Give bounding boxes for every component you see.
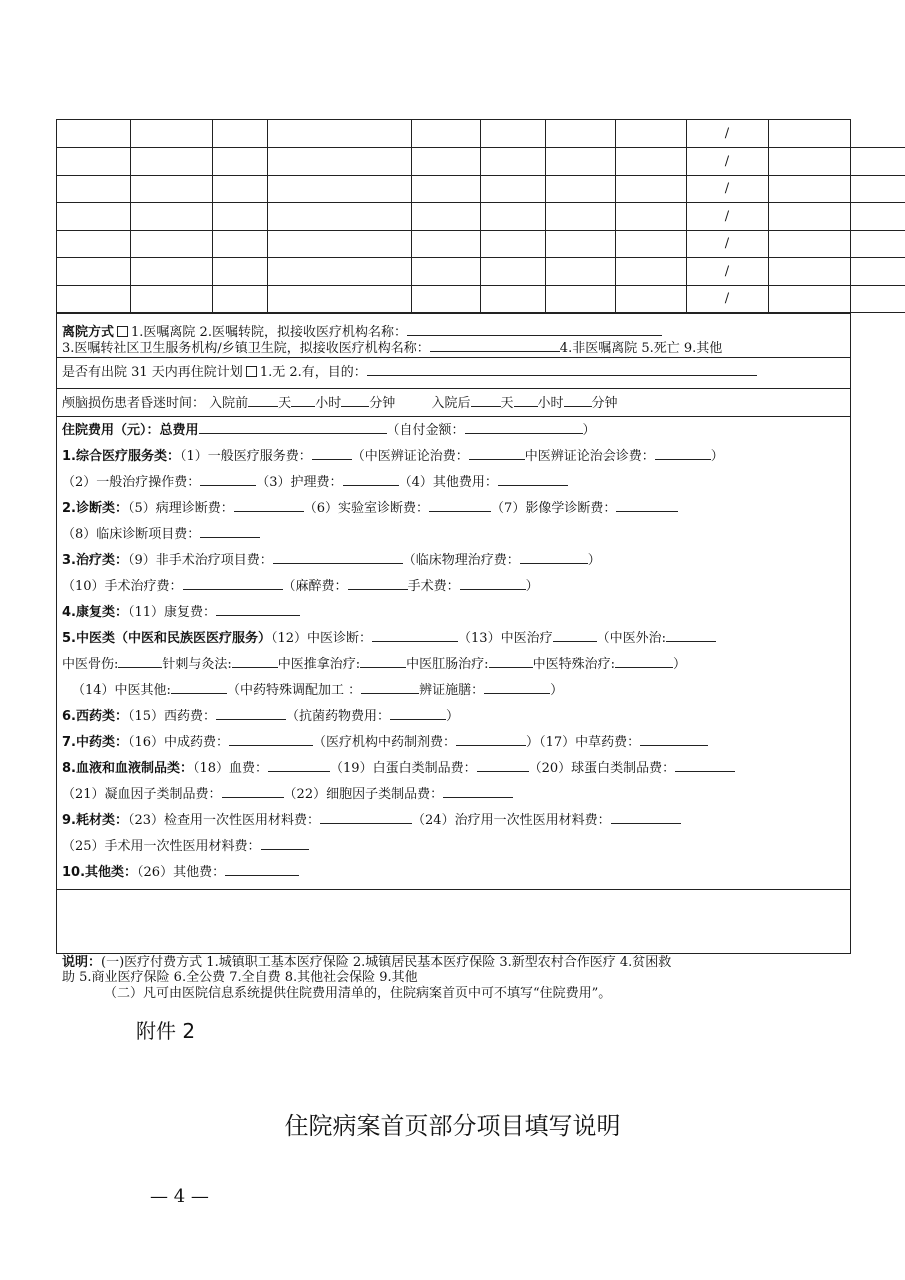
- divider: [57, 889, 850, 890]
- grid-cell[interactable]: [615, 175, 686, 203]
- grid-cell-slash[interactable]: /: [686, 175, 768, 203]
- grid-cell[interactable]: [267, 120, 411, 148]
- blank-field[interactable]: [611, 812, 681, 824]
- fees-c9-label: 9.耗材类：: [62, 813, 128, 828]
- blank-field[interactable]: [443, 786, 513, 798]
- blank-field[interactable]: [200, 474, 256, 486]
- grid-cell[interactable]: [212, 258, 267, 286]
- grid-cell[interactable]: [480, 285, 545, 313]
- readmit-line: [62, 364, 757, 381]
- grid-row: [57, 285, 905, 313]
- grid-cell-slash[interactable]: /: [686, 120, 768, 148]
- fees-c5-label: 5.中医类（中医和民族医医疗服务）: [62, 631, 271, 646]
- grid-cell[interactable]: [212, 120, 267, 148]
- blank-field[interactable]: [489, 656, 533, 668]
- grid-cell[interactable]: [768, 148, 850, 176]
- grid-cell[interactable]: [480, 258, 545, 286]
- grid-cell[interactable]: [57, 148, 130, 176]
- fee-item: （临床物理治疗费：: [402, 553, 520, 568]
- fees-c8-line-2: [62, 786, 513, 803]
- blank-field[interactable]: [341, 395, 369, 407]
- notes-label: 说明：: [62, 955, 102, 970]
- paren: ）: [550, 683, 564, 698]
- fees-c2-line-1: [62, 500, 678, 517]
- grid-cell[interactable]: [212, 148, 267, 176]
- grid-cell[interactable]: [480, 175, 545, 203]
- fee-item: （3）护理费：: [256, 475, 343, 490]
- fee-item: （12）中医诊断：: [270, 631, 373, 646]
- fee-item: （24）治疗用一次性医用材料费：: [412, 813, 611, 828]
- grid-cell[interactable]: [768, 120, 850, 148]
- fees-c3-line-2: [62, 578, 539, 595]
- coma-label: 颅脑损伤患者昏迷时间：: [62, 396, 206, 411]
- blank-field[interactable]: [268, 760, 330, 772]
- fee-item: 手术费：: [407, 579, 460, 594]
- fees-c8-line-1: [62, 760, 735, 777]
- fees-c6-label: 6.西药类：: [62, 709, 128, 724]
- blank-field[interactable]: [261, 838, 309, 850]
- grid-cell[interactable]: [130, 230, 212, 258]
- paren: ）: [672, 657, 686, 672]
- fee-item: （15）西药费：: [127, 709, 217, 724]
- fees-c5-line-3: [72, 682, 563, 699]
- grid-cell[interactable]: [850, 285, 905, 313]
- divider: [57, 388, 850, 389]
- blank-field[interactable]: [675, 760, 735, 772]
- grid-cell[interactable]: [130, 258, 212, 286]
- paren: ）: [446, 709, 460, 724]
- blank-field[interactable]: [430, 340, 560, 352]
- grid-cell[interactable]: [850, 148, 905, 176]
- discharge-line-2: [62, 340, 722, 357]
- blank-field[interactable]: [372, 630, 458, 642]
- grid-cell[interactable]: [57, 230, 130, 258]
- blank-field[interactable]: [222, 786, 284, 798]
- document-title: 住院病案首页部分项目填写说明: [284, 1112, 621, 1140]
- fee-item: （25）手术用一次性医用材料费：: [62, 839, 261, 854]
- grid-cell[interactable]: [267, 203, 411, 231]
- notes-line-2: [62, 970, 418, 985]
- fee-item: （21）凝血因子类制品费：: [62, 787, 222, 802]
- unit-minute: 分钟: [591, 396, 618, 411]
- grid-cell[interactable]: [768, 203, 850, 231]
- grid-cell-slash[interactable]: /: [686, 148, 768, 176]
- blank-field[interactable]: [348, 578, 408, 590]
- discharge-option-3: 3.医嘱转社区卫生服务机构/乡镇卫生院，拟接收医疗机构名称：: [62, 341, 430, 356]
- grid-cell[interactable]: [130, 148, 212, 176]
- fee-item: 中医特殊治疗:: [532, 657, 615, 672]
- blank-field[interactable]: [171, 682, 227, 694]
- discharge-option-4: 4.非医嘱离院 5.死亡 9.其他: [559, 341, 723, 356]
- fees-c1-line-2: [62, 474, 568, 491]
- divider: [57, 357, 850, 358]
- blank-field[interactable]: [456, 734, 526, 746]
- grid-cell[interactable]: [130, 203, 212, 231]
- grid-cell[interactable]: [768, 230, 850, 258]
- fee-item: （2）一般治疗操作费：: [62, 475, 201, 490]
- fees-c4-label: 4.康复类：: [62, 605, 128, 620]
- grid-cell[interactable]: [768, 258, 850, 286]
- blank-field[interactable]: [118, 656, 162, 668]
- paren: ）: [525, 579, 539, 594]
- fees-c3-label: 3.治疗类：: [62, 553, 128, 568]
- fee-item: （5）病理诊断费：: [127, 501, 234, 516]
- fee-item: 中医骨伤:: [62, 657, 119, 672]
- record-grid-table: [57, 120, 905, 313]
- blank-field[interactable]: [216, 604, 300, 616]
- blank-field[interactable]: [655, 448, 711, 460]
- grid-cell[interactable]: [545, 120, 615, 148]
- grid-cell[interactable]: [480, 120, 545, 148]
- blank-field[interactable]: [471, 395, 501, 407]
- unit-minute: 分钟: [369, 396, 396, 411]
- fee-item: （8）临床诊断项目费：: [62, 527, 201, 542]
- unit-day: 天: [278, 396, 292, 411]
- grid-row: [57, 203, 905, 231]
- divider: [57, 416, 850, 417]
- blank-field[interactable]: [225, 864, 299, 876]
- grid-cell[interactable]: [212, 285, 267, 313]
- grid-cell[interactable]: [267, 230, 411, 258]
- blank-field[interactable]: [312, 448, 352, 460]
- grid-cell[interactable]: [411, 203, 480, 231]
- fee-item: 中医推拿治疗:: [277, 657, 361, 672]
- grid-cell[interactable]: [130, 120, 212, 148]
- readmit-options: 1.无 2.有，目的：: [259, 365, 367, 380]
- paren: ）: [587, 553, 601, 568]
- fee-item: 针刺与灸法:: [162, 657, 232, 672]
- grid-cell[interactable]: [411, 148, 480, 176]
- unit-hour: 小时: [537, 396, 564, 411]
- medical-record-form: [56, 119, 851, 954]
- blank-field[interactable]: [216, 708, 286, 720]
- fees-c2-line-2: [62, 526, 260, 543]
- fee-item: （11）康复费：: [127, 605, 217, 620]
- blank-field[interactable]: [514, 395, 538, 407]
- fee-item: 辨证施膳：: [419, 683, 485, 698]
- grid-cell[interactable]: [545, 203, 615, 231]
- grid-cell[interactable]: [411, 285, 480, 313]
- grid-cell[interactable]: [212, 230, 267, 258]
- grid-cell[interactable]: [411, 120, 480, 148]
- grid-cell[interactable]: [615, 258, 686, 286]
- blank-field[interactable]: [484, 682, 550, 694]
- grid-cell[interactable]: [411, 258, 480, 286]
- fee-item: 中医肛肠治疗:: [406, 657, 489, 672]
- grid-row: [57, 230, 905, 258]
- grid-cell[interactable]: [130, 285, 212, 313]
- grid-cell[interactable]: [545, 285, 615, 313]
- grid-cell[interactable]: [768, 175, 850, 203]
- fee-item: （10）手术治疗费：: [62, 579, 183, 594]
- blank-field[interactable]: [666, 630, 716, 642]
- unit-hour: 小时: [315, 396, 342, 411]
- grid-cell[interactable]: [615, 120, 686, 148]
- fees-total-label: 住院费用（元）：总费用: [62, 423, 199, 438]
- blank-field[interactable]: [183, 578, 283, 590]
- page-number: — 4 —: [150, 1186, 209, 1207]
- fees-c9-line-1: [62, 812, 681, 829]
- fees-c9-line-2: [62, 838, 309, 855]
- paren: ）: [526, 735, 540, 750]
- blank-field[interactable]: [477, 760, 529, 772]
- blank-field[interactable]: [229, 734, 313, 746]
- fee-item: （19）白蛋白类制品费：: [330, 761, 477, 776]
- divider: [57, 313, 850, 314]
- grid-cell[interactable]: [480, 203, 545, 231]
- grid-cell[interactable]: [267, 175, 411, 203]
- fees-c8-label: 8.血液和血液制品类：: [62, 761, 193, 776]
- fees-c2-label: 2.诊断类：: [62, 501, 128, 516]
- grid-cell[interactable]: [545, 148, 615, 176]
- checkbox[interactable]: [117, 326, 128, 337]
- grid-cell[interactable]: [615, 230, 686, 258]
- blank-field[interactable]: [234, 500, 304, 512]
- grid-cell[interactable]: [768, 285, 850, 313]
- coma-after-label: 入院后: [431, 396, 471, 411]
- blank-field[interactable]: [640, 734, 708, 746]
- fees-c6-line: [62, 708, 459, 725]
- coma-line: [62, 395, 618, 412]
- fee-item: （7）影像学诊断费：: [491, 501, 617, 516]
- grid-cell[interactable]: [57, 203, 130, 231]
- fee-item: （抗菌药物费用：: [286, 709, 391, 724]
- grid-cell[interactable]: [850, 230, 905, 258]
- grid-cell[interactable]: [267, 285, 411, 313]
- grid-cell[interactable]: [850, 120, 905, 148]
- fee-item: （20）球蛋白类制品费：: [528, 761, 676, 776]
- grid-cell[interactable]: [480, 148, 545, 176]
- grid-row: [57, 120, 905, 148]
- grid-row: [57, 175, 905, 203]
- grid-row: [57, 148, 905, 176]
- fees-c10-label: 10.其他类：: [62, 865, 138, 880]
- grid-cell[interactable]: [130, 175, 212, 203]
- fee-item: （13）中医治疗: [458, 631, 553, 646]
- grid-cell[interactable]: [411, 175, 480, 203]
- fees-c1-label: 1.综合医疗服务类：: [62, 449, 180, 464]
- blank-field[interactable]: [291, 395, 315, 407]
- grid-cell[interactable]: [615, 285, 686, 313]
- grid-cell[interactable]: [57, 120, 130, 148]
- discharge-line-1: [62, 324, 662, 341]
- coma-before-label: 入院前: [209, 396, 249, 411]
- grid-cell[interactable]: [850, 175, 905, 203]
- discharge-options: 1.医嘱离院 2.医嘱转院，拟接收医疗机构名称：: [131, 325, 407, 340]
- grid-cell[interactable]: [480, 230, 545, 258]
- grid-cell[interactable]: [545, 258, 615, 286]
- fees-c7-line: [62, 734, 708, 751]
- fees-c3-line-1: [62, 552, 601, 569]
- fee-item: （26）其他费：: [137, 865, 226, 880]
- discharge-label: 离院方式: [62, 325, 115, 340]
- notes-text: (一)医疗付费方式 1.城镇职工基本医疗保险 2.城镇居民基本医疗保险 3.新型农村合作医疗 4.贫困救: [101, 955, 672, 970]
- grid-cell[interactable]: [57, 285, 130, 313]
- blank-field[interactable]: [320, 812, 412, 824]
- grid-cell-slash[interactable]: /: [686, 203, 768, 231]
- grid-cell[interactable]: [267, 148, 411, 176]
- grid-cell[interactable]: [545, 230, 615, 258]
- fees-c1-line-1: [62, 448, 724, 465]
- blank-field[interactable]: [520, 552, 588, 564]
- blank-field[interactable]: [469, 448, 525, 460]
- fee-item: （6）实验室诊断费：: [303, 501, 430, 516]
- unit-day: 天: [500, 396, 514, 411]
- blank-field[interactable]: [367, 364, 757, 376]
- attachment-label: 附件 2: [136, 1019, 196, 1043]
- blank-field[interactable]: [248, 395, 278, 407]
- grid-body: [57, 120, 905, 313]
- blank-field[interactable]: [465, 422, 583, 434]
- grid-cell-slash[interactable]: /: [686, 258, 768, 286]
- grid-cell[interactable]: [267, 258, 411, 286]
- fee-item: （医疗机构中药制剂费：: [313, 735, 457, 750]
- blank-field[interactable]: [498, 474, 568, 486]
- blank-field[interactable]: [360, 656, 406, 668]
- grid-cell[interactable]: [212, 203, 267, 231]
- blank-field[interactable]: [343, 474, 399, 486]
- notes-text: 助 5.商业医疗保险 6.全公费 7.全自费 8.其他社会保险 9.其他: [62, 970, 418, 985]
- fee-item: （23）检查用一次性医用材料费：: [127, 813, 321, 828]
- blank-field[interactable]: [390, 708, 446, 720]
- fee-item: （18）血费：: [192, 761, 269, 776]
- fee-item: （9）非手术治疗项目费：: [127, 553, 273, 568]
- fees-c5-line-2: [62, 656, 686, 673]
- fee-item: （麻醉费：: [282, 579, 348, 594]
- blank-field[interactable]: [553, 630, 597, 642]
- grid-cell[interactable]: [850, 203, 905, 231]
- grid-cell[interactable]: [411, 230, 480, 258]
- blank-field[interactable]: [407, 324, 662, 336]
- grid-cell-slash[interactable]: /: [686, 285, 768, 313]
- blank-field[interactable]: [429, 500, 491, 512]
- grid-cell-slash[interactable]: /: [686, 230, 768, 258]
- paren: ）: [710, 449, 724, 464]
- grid-cell[interactable]: [57, 258, 130, 286]
- grid-cell[interactable]: [615, 148, 686, 176]
- self-pay-label: （自付金额：: [386, 423, 465, 438]
- fees-total-line: [62, 422, 596, 439]
- blank-field[interactable]: [361, 682, 419, 694]
- blank-field[interactable]: [232, 656, 278, 668]
- paren: ）: [582, 423, 596, 438]
- notes-text: （二）凡可由医院信息系统提供住院费用清单的，住院病案首页中可不填写“住院费用”。: [104, 986, 612, 1001]
- grid-cell[interactable]: [615, 203, 686, 231]
- notes-line-3: [104, 986, 611, 1001]
- blank-field[interactable]: [460, 578, 526, 590]
- notes-line-1: [62, 955, 671, 970]
- fee-item: （22）细胞因子类制品费：: [283, 787, 444, 802]
- fee-item: 中医辨证论治会诊费：: [524, 449, 655, 464]
- fee-item: （17）中草药费：: [539, 735, 641, 750]
- blank-field[interactable]: [564, 395, 592, 407]
- fee-item: （中药特殊调配加工 ：: [226, 683, 362, 698]
- fees-c5-line-1: [62, 630, 716, 647]
- fee-item: （16）中成药费：: [127, 735, 230, 750]
- fee-item: （中医外治:: [596, 631, 666, 646]
- fees-c7-label: 7.中药类：: [62, 735, 128, 750]
- fee-item: （14）中医其他:: [72, 683, 171, 698]
- fee-item: （4）其他费用：: [398, 475, 498, 490]
- checkbox[interactable]: [246, 366, 257, 377]
- blank-field[interactable]: [615, 656, 673, 668]
- blank-field[interactable]: [199, 422, 387, 434]
- grid-row: [57, 258, 905, 286]
- blank-field[interactable]: [616, 500, 678, 512]
- blank-field[interactable]: [273, 552, 403, 564]
- grid-cell[interactable]: [850, 258, 905, 286]
- blank-field[interactable]: [200, 526, 260, 538]
- fee-item: （中医辨证论治费：: [351, 449, 469, 464]
- grid-cell[interactable]: [545, 175, 615, 203]
- fees-c10-line: [62, 864, 299, 881]
- readmit-text: 是否有出院 31 天内再住院计划: [62, 365, 243, 380]
- grid-cell[interactable]: [57, 175, 130, 203]
- grid-cell[interactable]: [212, 175, 267, 203]
- fee-item: （1）一般医疗服务费：: [179, 449, 312, 464]
- fees-c4-line: [62, 604, 300, 621]
